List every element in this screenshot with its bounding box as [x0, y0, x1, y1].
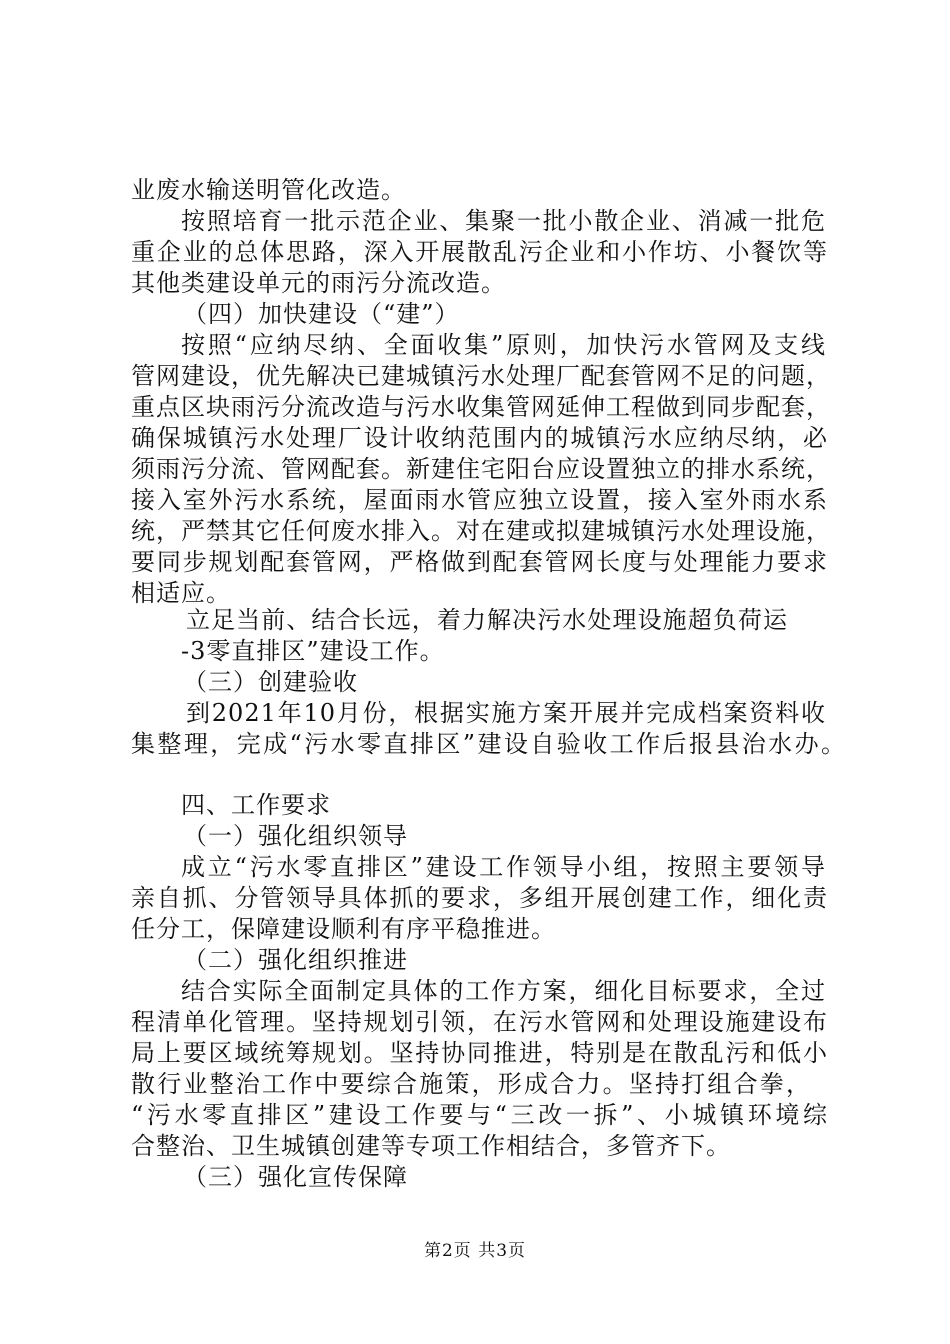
text-line: 重企业的总体思路，深入开展散乱污企业和小作坊、小餐饮等 [131, 238, 828, 266]
section-heading: （二）强化组织推进 [183, 946, 408, 974]
text-line: 成立“污水零直排区”建设工作领导小组，按照主要领导 [181, 853, 826, 881]
text-line: “污水零直排区”建设工作要与“三改一拆”、小城镇环境综 [131, 1101, 828, 1129]
section-heading: （一）强化组织领导 [183, 822, 408, 850]
text-line: 须雨污分流、管网配套。新建住宅阳台应设置独立的排水系统， [131, 455, 831, 483]
text-line: 散行业整治工作中要综合施策，形成合力。坚持打组合拳， [131, 1070, 811, 1098]
text-line: -3零直排区”建设工作。 [181, 637, 445, 665]
section-heading: （三）创建验收 [183, 668, 358, 696]
page-number-footer: 第2页 共3页 [423, 1241, 527, 1261]
text-line: 合整治、卫生城镇创建等专项工作相结合，多管齐下。 [131, 1132, 731, 1160]
section-heading: （四）加快建设（“建”） [183, 300, 460, 328]
text-line: 确保城镇污水处理厂设计收纳范围内的城镇污水应纳尽纳，必 [131, 424, 828, 452]
text-line: 任分工，保障建设顺利有序平稳推进。 [131, 915, 556, 943]
text-line: 要同步规划配套管网，严格做到配套管网长度与处理能力要求 [131, 548, 828, 576]
text-line: 亲自抓、分管领导具体抓的要求，多组开展创建工作，细化责 [131, 884, 828, 912]
text-line: 其他类建设单元的雨污分流改造。 [131, 269, 506, 297]
text-line: 按照“应纳尽纳、全面收集”原则，加快污水管网及支线 [181, 331, 826, 359]
text-line: 局上要区域统筹规划。坚持协同推进，特别是在散乱污和低小 [131, 1039, 828, 1067]
text-line: 程清单化管理。坚持规划引领，在污水管网和处理设施建设布 [131, 1008, 828, 1036]
text-line: 相适应。 [131, 579, 231, 607]
chapter-heading: 四、工作要求 [181, 791, 331, 819]
text-line: 接入室外污水系统，屋面雨水管应独立设置，接入室外雨水系 [131, 486, 828, 514]
text-line: 统，严禁其它任何废水排入。对在建或拟建城镇污水处理设施， [131, 517, 831, 545]
text-line: 结合实际全面制定具体的工作方案，细化目标要求，全过 [181, 977, 826, 1005]
section-heading: （三）强化宣传保障 [183, 1163, 408, 1191]
text-line: 集整理，完成“污水零直排区”建设自验收工作后报县治水办。 [131, 730, 846, 758]
text-line: 按照培育一批示范企业、集聚一批小散企业、消减一批危 [181, 207, 826, 235]
text-line: 管网建设，优先解决已建城镇污水处理厂配套管网不足的问题， [131, 362, 831, 390]
text-line: 到2021年10月份，根据实施方案开展并完成档案资料收 [186, 699, 826, 727]
text-line: 立足当前、结合长远，着力解决污水处理设施超负荷运 [186, 606, 788, 634]
text-line: 重点区块雨污分流改造与污水收集管网延伸工程做到同步配套， [131, 393, 831, 421]
text-line: 业废水输送明管化改造。 [131, 176, 406, 204]
